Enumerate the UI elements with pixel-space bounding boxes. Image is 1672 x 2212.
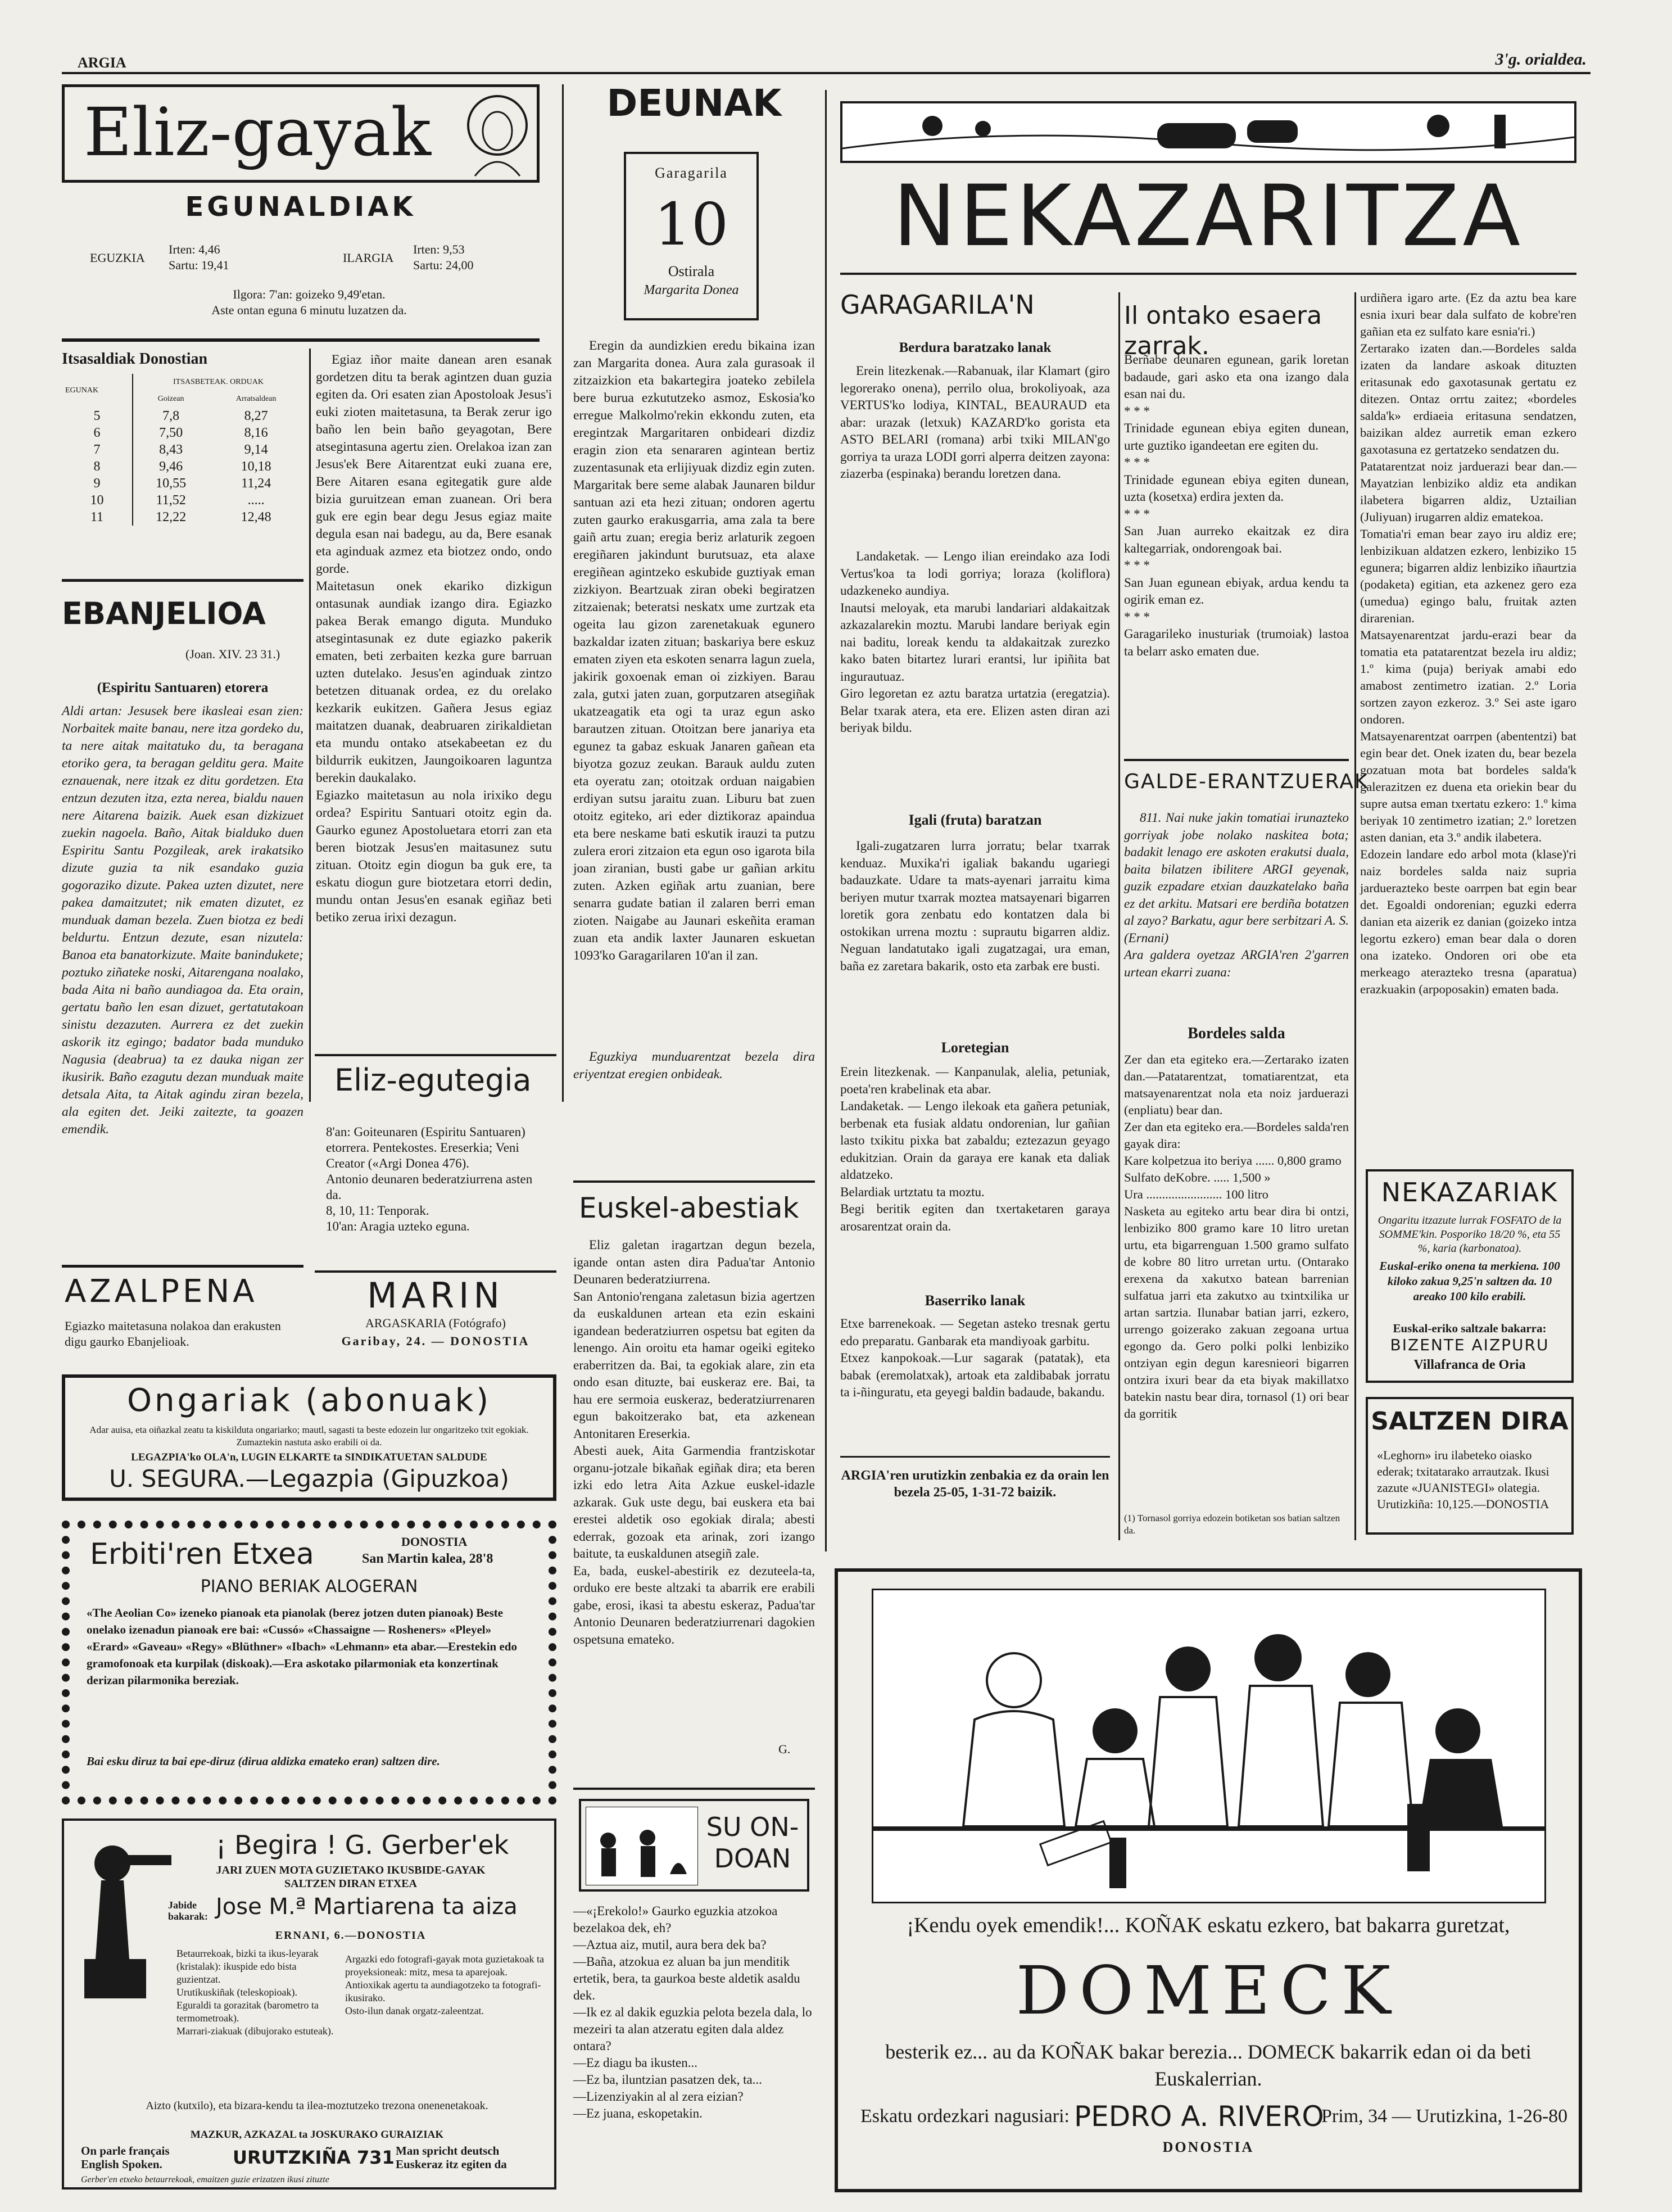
erbiti-sub: PIANO BERIAK ALOGERAN — [200, 1577, 418, 1596]
erbiti-foot: Bai esku diruz ta bai epe-diruz (dirua aldizka emateko eran) saltzen dire. — [87, 1754, 440, 1768]
column-divider — [825, 90, 827, 1551]
table-row: 11 12,22 12,48 — [62, 509, 303, 526]
nekazaritza-title: NEKAZARITZA — [892, 168, 1524, 265]
azalpena-text: Egiazko maitetasuna nolakoa dan erakusten digu gaurko Ebanjelioak. — [65, 1319, 281, 1349]
galde-text: 811. Nai nuke jakin tomatiai irunazteko gorriyak jobe nolako naskitea bota; badakit lenago ere askoten erakutsi duala, baita bilatzen ibilitere ARGI geyenak, guzik ezpadare etxian dauzkatelako baña ez det arkitu. Matsari ere berdiña botatzen al zayo? Barkatu, agur bere serbitzari A. S. (Ernani) Ara galdera oyetzaz ARGIA'ren 2'garren urtean ekarri zuana: — [1124, 811, 1349, 979]
ebanjelioa-sub: (Espiritu Santuaren) etorera — [97, 680, 269, 695]
domeck-line3-pre: Eskatu ordezkari nagusiari: — [860, 2106, 1070, 2127]
calendar-month: Garagarila — [655, 165, 728, 181]
ebanjelioa-ref: (Joan. XIV. 23 31.) — [185, 647, 280, 661]
domeck-ad — [835, 1568, 1582, 2192]
eguzkia-times: Irten: 4,46 Sartu: 19,41 — [169, 242, 229, 272]
ongariak-line3: U. SEGURA.—Legazpia (Gipuzkoa) — [109, 1465, 509, 1492]
baserri-text: Etxe barrenekoak. — Segetan asteko tresnak gertu edo preparatu. Ganbarak eta mandiyoak garbitu. Etxez kanpokoak.—Lur sagarak (patatak), eta babak (eremolatxak), artoak eta zaldibabak jorratu ta i-ñinguratu, eta geyegi baldin badaude, bakandu. — [840, 1317, 1110, 1399]
esaera-heading: Il ontako esaera zarrak. — [1124, 301, 1322, 360]
erbiti-ad — [62, 1521, 556, 1804]
eliz-gayak-title: Eliz-gayak — [84, 93, 432, 171]
ebanjelioa-text: Aldi artan: Jesusek bere ikasleai esan zien: Norbaitek maite banau, nere itza gordeko du, ta nere aitak maitatuko du, ta beragana etoriko gera, ta beragan gelditu gera. Maite eznauenak, nere itzak ez ditu gordetzen. Eta entzun dezuten itza, ezta nerea, bialdu nauen nere Aitarena baizik. Auek esan dizkizuet zuekin nagoela. Baño, Aitak bialduko duen Espiritu Santu Pozgileak, arek irakatsiko dizute guzia ta nik esandako guzia gogoraziko dizute. Pakea uzten dizutet, nere pakea damaitzutet; nik ematen dizutet, ez munduak daman bezela. Zuen biotza ez bedi beldurtu. Entzun dezute, esan nizutela: Banoa eta banatorkizute. Maite banindukete; poztuko ziñateke noski, Aitarengana noalako, bada Aita ni baño aundiagoa da. Eta orain, gertatu baño len esan dizuet, gertatutakoan sinistu dezazuten. Aurrera ez det zuekin askorik itz egingo; badator bada munduko Nagusia (deabrua) ta ez dauka nigan zer ikusirik. Baño ezagutu dezan munduak maite detsala Aita, ta Aitak agindu ziran bezela, ala egiten det. Jeiki zaitezte, ta goazen emendik. — [62, 704, 303, 1137]
column-divider — [1118, 292, 1120, 1540]
saltzen-text: «Leghorn» iru ilabeteko oiasko ederak; txitatarako arrautzak. Ikusi zazute «JUANISTEGI» olategia. Urutizkiña: 10,125.—DONOSTIA — [1377, 1448, 1549, 1511]
domeck-city: DONOSTIA — [1162, 2139, 1254, 2155]
argia-phone-note: ARGIA'ren urutizkin zenbakia ez da orain len bezela 25-05, 1-31-72 baizik. — [841, 1468, 1109, 1500]
nekazariak-ad — [1366, 1169, 1574, 1383]
marin-sub: ARGASKARIA (Fotógrafo) — [365, 1316, 506, 1330]
nekazariak-text: Ongaritu itzazute lurrak FOSFATO de la SOMME'kin. Posporiko 18/20 %, eta 55 %, karia (karbonatoa). — [1378, 1214, 1562, 1255]
calendar-day: 10 — [654, 190, 729, 259]
column-divider — [1354, 292, 1356, 1540]
bordeles-heading: Bordeles salda — [1188, 1025, 1285, 1042]
eguzkia-label: EGUZKIA — [90, 251, 145, 265]
domeck-brand: DOMECK — [1016, 1952, 1401, 2029]
page-header-left: ARGIA — [78, 55, 126, 71]
gerber-ad — [62, 1819, 556, 2190]
nekazariak-seller: BIZENTE AIZPURU — [1390, 1336, 1549, 1354]
marin-logo: MARIN — [367, 1275, 504, 1316]
berdura-heading: Berdura baratzako lanak — [899, 340, 1052, 355]
calendar-box — [624, 152, 759, 320]
esaera-text: Berñabe deunaren egunean, garik loretan badaude, gari asko eta ona izango dala esan nai du. * * * Trinidade egunean ebiya egiten dunean, urte guztiko igandeetan ere egiten du. * * * Trinidade egunean ebiya egiten dunean, uzta (kosetxa) erdira jexten da. * * * San Juan aurreko ekaitzak ez dira kaltegarriak, ondorengoak bai. * * * San Juan egunean ebiyak, ardua kendu ta ogirik eman ez. * * * Garagarileko inusturiak (trumoiak) lastoa ta belarr asko ematen due. — [1124, 352, 1349, 658]
saint-portrait-icon — [458, 92, 537, 179]
calendar-weekday: Ostirala — [668, 263, 715, 279]
domeck-line1: ¡Kendu oyek emendik!... KOÑAK eskatu ezkero, bat bakarra guretzat, — [907, 1914, 1510, 1937]
loretegian-text: Erein litezkenak. — Kanpanulak, alelia, petuniak, poeta'ren krabelinak eta abar. Landaketak. — Lengo ilekoak eta gañera petuniak, berbenak eta fusiak aldatu ondorenian, lur gañian lasto txikitu pixka bat zabaldu; eztezazun geyago edukitzian. Orain da garaya ere kanak eta daliak aldatzeko. Belardiak urtztatu ta moztu. Begi beritik egiten dan txertaketaren garaya arosarentzat orain da. — [840, 1065, 1110, 1233]
table-row: 6 7,50 8,16 — [62, 424, 303, 441]
su-ondoan-text: —«¡Erekolo!» Gaurko eguzkia atzokoa bezelakoa dek, eh? —Aztua aiz, mutil, aura bera dek ba? —Baña, atzokua ez aluan ba jun menditik ertetik, bera, ta gaurkoa beste aldetik asaldu dek. —Ik ez al dakik eguzkia pelota bezela dala, lo mezeiri ta alan atzeratu egiten dala aldez ontara? —Ez diagu ba ikusten... —Ez ba, iluntzian pasatzen dek, ta... —Lizenziyakin al al zera eizian? —Ez juana, eskopetakin. — [573, 1904, 812, 2120]
gerber-phone: URUTZKIÑA 731 — [233, 2147, 395, 2168]
gerber-foot-last: Gerber'en etxeko betaurrekoak, emaitzen guzie erizatzen ikusi zituzte — [81, 2175, 329, 2184]
eliz-gayak-banner — [62, 84, 540, 183]
eliz-egutegia-text: 8'an: Goiteunaren (Espiritu Santuaren) etorrera. Pentekostes. Ereserkia; Veni Creator («Argi Donea 476). Antonio deunaren bederatziurrena asten da. 8, 10, 11: Tenporak. 10'an: Aragia uzteko eguna. — [326, 1125, 533, 1233]
gerber-right: Argazki edo fotografi-gayak mota guzietakoak ta proyeksioneak: mitz, mesa ta aparejoak. Antioxikak agertu ta aundiagotzeko ta fotografi-ikusirako. Osto-ilun danak orgatz-zaleentzat. — [345, 1953, 545, 2016]
table-row: 7 8,43 9,14 — [62, 441, 303, 458]
farm-scene-icon — [842, 103, 1574, 161]
su-ondoan-title: SU ON-DOAN — [706, 1812, 799, 1874]
domeck-line3-post: Prim, 34 — Urutizkina, 1-26-80 — [1321, 2106, 1568, 2127]
page-header-right: 3'g. orialdea. — [1495, 50, 1587, 69]
azalpena-heading: AZALPENA — [65, 1273, 258, 1310]
erbiti-title: Erbiti'ren Etxea — [90, 1537, 314, 1571]
ongariak-title: Ongariak (abonuak) — [126, 1382, 492, 1419]
fireside-scene-icon — [586, 1807, 698, 1885]
table-row: 8 9,46 10,18 — [62, 458, 303, 475]
gerber-owner: Jose M.ª Martiarena ta aiza — [216, 1894, 518, 1920]
marin-address: Garibay, 24. — DONOSTIA — [341, 1334, 530, 1348]
igali-heading: Igali (fruta) baratzan — [908, 812, 1042, 828]
col2-article — [316, 351, 552, 926]
erbiti-text: «The Aeolian Co» izeneko pianoak eta pianolak (berez jotzen duten pianoak) Beste onelako izenadun pianoak ere bai: «Cussó» «Chassaigne — Rosheners» «Pleyel» «Erard» «Gaveau» «Regy» «Blüthner» «Ibach» «Lehmann» eta abar.—Erestekin edo gramofonoak eta kurpilak (diskoak).—Era askotako pilarmoniak eta konzertinak derizan pilarmonika bereziak. — [87, 1606, 517, 1687]
tide-table: EGUNAK ITSASBETEAK. ORDUAK Goizean Arratsaldean 5 7,8 8,27 6 7,50 8,16 7 8,43 9,14 8 9,46 10,18 9 10,55 11,24 10 11,52 ..... 11 12,22 12,48 — [62, 374, 303, 526]
erbiti-street: San Martin kalea, 28'8 — [362, 1551, 493, 1566]
abestiak-heading: Euskel-abestiak — [579, 1192, 799, 1224]
gerber-title: ¡ Begira ! G. Gerber'ek — [216, 1830, 509, 1860]
gerber-city: ERNANI, 6.—DONOSTIA — [275, 1929, 427, 1942]
bordeles-text: Zer dan eta egiteko era.—Zertarako izaten dan.—Patatarentzat, tomatiarentzat, eta matsayenarentzat nola eta noiz jarduerazi (enpliatu) bear dan. Zer dan eta egiteko era.—Bordeles salda'ren gayak dira: Kare kolpetzua ito beriya ...... 0,800 gramo Sulfato deKobre. ..... 1,500 » Ura ........................ 100 litro Nasketa au egiteko artu bear dira bi ontzi, lenbiziko 800 gramo kare 10 litro uretan urtu, eta bigarrenguan 1.500 gramo sulfato de kobre 80 litro urretan urtu. (Ontarako erexena da xakutxo batean barrenian sulfatua jarri eta zakutxo au txintxilika ur artan sartzia. Ilunabar batian jarri, ezkero, urrengo goizerako zakuan zegoana urtua egongo da. Gero polki polki lenbiziko ontziyan egin degun karesnieori bigarren ontzira ixuri bear da eta biyak makillatxo batekin nastu bear dira, tornasol (1) ori bear da gorritik — [1124, 1052, 1349, 1421]
domeck-agent: PEDRO A. RIVERO — [1074, 2100, 1324, 2133]
gerber-sub: JARI ZUEN MOTA GUZIETAKO IKUSBIDE-GAYAK SALTZEN DIRAN ETXEA — [216, 1864, 486, 1890]
domeck-line2: besterik ez... au da KOÑAK bakar berezia... DOMECK bakarrik edan oi da beti Euskalerrian. — [885, 2041, 1531, 2090]
ongariak-ad — [62, 1374, 556, 1501]
baserri-heading: Baserriko lanak — [925, 1292, 1026, 1309]
abestiak-text: Eliz galetan iragartzan degun bezela, igande ontan asten dira Padua'tar Antonio Deunaren bederatziurrena. San Antonio'rengana zaletasun bizia agertzen da euskaldunen artean eta ezin eskaini igandean bederatziurren ospetsu bat egiten da lenengo. Ain oroitu eta hamar ogeiki egiteko eraberritzen da. Bai, ta egokiak alare, zin eta ondo esan dituzte, bai euskeraz ere. Bai, ta hau ere sermoia euskeraz, bederatziurrenaren egun bakoitzerako bat, eta azkenean Antonitaren Ereserkia. Abesti auek, Aita Garmendia frantziskotar organu-jotzale bikañak egiñak dira; eta beren izki edo letra Aita Azkue euskel-idazle azkarak. Guk uste degu, bai euskera eta bai erestei aldetik oso egokiak dirala; abesti ederrak, gozoak eta arinak, zori izango baitute, ta euskaldunen atsegiñ zale. Ea, bada, euskel-abestirik ez dezuteela-ta, orduko ere beste altzaki ta abarrik ere erabili gabe, erosi, ikasi ta abestu eskeraz, Padua'tar Antonio Deunaren bederatziurrenari dagokien ospetsuna emateko. — [573, 1238, 815, 1646]
column-divider — [562, 84, 564, 1102]
eliz-egutegia-heading: Eliz-egutegia — [334, 1062, 532, 1098]
ilargia-times: Irten: 9,53 Sartu: 24,00 — [413, 242, 474, 272]
man-with-telescope-icon — [67, 1824, 174, 2010]
su-ondoan-box — [579, 1799, 809, 1892]
deunak-heading: DEUNAK — [606, 82, 782, 125]
nekazariak-text2: Euskal-eriko onena ta merkiena. 100 kiloko zakua 9,25'n saltzen da. 10 areako 100 kilo erabili. — [1379, 1259, 1560, 1303]
ongariak-line2: LEGAZPIA'ko OLA'n, LUGIN ELKARTE ta SINDIKATUETAN SALDUDE — [131, 1451, 487, 1463]
saltzen-ad — [1366, 1397, 1574, 1535]
footnote: (1) Tornasol gorriya edozein botiketan sos batian saltzen da. — [1124, 1513, 1340, 1536]
igali-text: Igali-zugatzaren lurra jorratu; belar txarrak kenduaz. Muxika'ri igaliak bakandu ugariegi badauzkate. Udare ta mats-ayenari jarraitu kima beriyen mutur txarrak moztea matsayenari bigarren loretik gora zenbatu edo kontatzen dala bi ostokikan urrena moztu : suprautu bigarren aldiz. Neguan landatutako igali zugatzagai, ura eman, baña ez zaretara bakarik, osto eta zarbak ere busti. — [840, 839, 1110, 973]
nekazariak-title: NEKAZARIAK — [1381, 1177, 1558, 1207]
gerber-mid: Aizto (kutxilo), eta bizara-kendu ta ilea-moztutzeko trezona onenenetakoak. — [146, 2100, 488, 2112]
table-row: 5 7,8 8,27 — [62, 408, 303, 424]
month-heading: GARAGARILA'N — [840, 289, 1035, 320]
abestiak-signature: G. — [778, 1742, 791, 1756]
nekazariak-text3: Euskal-eriko saltzale bakarra: — [1393, 1322, 1547, 1335]
gerber-left: Betaurrekoak, bizki ta ikus-leyarak (kristalak): ikuspide edo bista guzientzat. Urutikuskiñak (teleskopioak). Eguraldi ta gorazitak (barometro ta termometroak). Marrari-ziakuak (dibujorako estuteak). — [176, 1948, 334, 2037]
egunaldiak-notes: Ilgora: 7'an: goizeko 9,49'etan. Aste ontan eguna 6 minutu luzatzen da. — [211, 287, 407, 317]
gerber-foot-left: On parle français English Spoken. — [81, 2144, 170, 2171]
galde-heading: GALDE-ERANTZUERAK — [1124, 770, 1369, 793]
gerber-jabe-label: Jabide bakarak: — [168, 1899, 209, 1922]
domeck-illustration — [872, 1589, 1546, 1903]
bordeles-continued: urdiñera igaro arte. (Ez da aztu bea kare esnia ixuri bear dala sulfato de kobre'ren gañian eta ez sulfato kare esnia'ri.) Zertarako izaten dan.—Bordeles salda izaten da landare askoak dituzten eritasunak edo gaxotasunak gertatu ez ditezen. Ontaz orrtu zaitez; «bordeles salda'k» erdiaeia eritasuna sendatzen, baizikan aldez aurretik eman ezkero gaxotasuna ez gertatzeko sendatzen du. Patatarentzat noiz jarduerazi bear dan.—Mayatzian lenbiziko aldiz eta andikan ilabetera bigarren aldiz, Uztailian (Juliyuan) irugarren aldiz ematekoa. Tomatia'ri eman bear zayo iru aldiz ere; lenbizikuan aldatzen ezkero, lenbiziko 15 egunera; bigarren aldiz lenbiziko iñaurtzia (podaketa) egitian, eta azkenez gero eza (umedua) egingo balu, fruitak azten dirarenian. Matsayenarentzat jardu-erazi bear da tomatia eta patatarentzat bezela iru aldiz; 1.º kima (puja) beriyak amabi edo amabost zentimetro izatian. 2.º Loria sortzen zayon ezkeroz. 3.º Sei aste igaro ondoren. Matsayenarentzat oarrpen (abententzi) bat egin bear det. Onek izaten du, bear bezela gozatuan mota bat bordeles salda'k galerazitzen ez duena eta oriekin bear du supre autsa eman txertatu ezkero: 1.º kima beriyak 10 zentimetro izatian; 2.º loretzen asten danian, eta 3.º andik ilabetera. Edozein landare edo arbol mota (klase)'ri naiz bordeles salda naiz supria jarduerazteko beste oarrpen bat egin bear det. Egoaldi ondorenian; eguzki ederra danian eta aizerik ez danian (goizeko intza legortu ezkero) eman bear dala o doren ona izateko. Ondoren ori obe eta merkeago aterazteko tresna (aparatua) erazkuakin (arpoposakin) ematen bada. — [1360, 291, 1576, 996]
saltzen-title: SALTZEN DIRA — [1371, 1407, 1569, 1436]
nekazariak-place: Villafranca de Oria — [1413, 1358, 1526, 1372]
loretegian-heading: Loretegian — [941, 1039, 1009, 1056]
landaketak-text: Landaketak. — Lengo ilian ereindako aza Iodi Vertus'koa ta lodi gorriya; loraza (koliflora) udazkeneko aundiya. Inautsi meloyak, eta marubi landariari aldakaitzak azkazalarekin moztu. Marubi landare beriyak egin nai baditu, loreak kendu ta aldakaitzak zurezko kako baten bitartez lurari erantsi, lur ipiñita bat ingurautuaz. Giro legoretan ez aztu baratza urtatzia (eregatzia). Belar txarak atera, eta ere. Elizen asten diran azi beriyak bildu. — [840, 549, 1110, 735]
egunaldiak-heading: EGUNALDIAK — [185, 191, 416, 223]
header-rule — [62, 72, 1591, 74]
table-row: 9 10,55 11,24 — [62, 475, 303, 492]
deunak-text: Eregin da aundizkien eredu bikaina izan zan Margarita donea. Aura zala gurasoak il zitzaizkion eta bakartegira joateko zebilela bere burua ezkututzeko asmoz, Eskosia'ko erregue Malkolmo'rekin ekkondu zuten, eta eregintzak Margaritaren onbideari dizdiz eragin zion eta senararen agintean bertiz zuzentasunak eta erlijiyuak dizdiz egin zuten. Margaritak bere seme alabak Jaunaren bildur santuan azi eta hezi zituan; ondoren agertu zuten gaurko erakusgarria, ama zala ta bere gaiñ artu zuan; eregia beriz arlaturik zegoen eregiñaren jakindunt burutsuaz, eta alaxe eregiñean agintzeko eskubide guztiyak eman zizkiyon. Beartzuak ziran obeki begiratzen zitzaienak; beteratsi neskatx ume zurtzak eta ogeita lau gizon zarenetakuak egunero bazkaldar izaten zituan; baskariya bere eskuz ematen ziyen eta eskoten senarra lagun zuela, jakirik goxoenak eman oi zizkiyen. Barau zala, gutxi jaten zuan, gorputzaren atsegiñak ukatzeagatik eta ogi ta uraz egun asko barautzen zituan. Otoitzan bere janariya eta egunez ta gabaz eskuak Janaren gañean eta biyotza gozuz zeukan. Barauk auldu zuten eta oyeratu zan; otoitzak orduan naigabien erdiyan sutsu jaraitu zuan. Liburu bat zuen otoitz egiteko, ari eder diztikoraz apaindua eta bere neskame bati eskutik irauzi ta putzu zulera erori zitzaion eta egun oso igarota bila joan ziranian, busti gabe ur gañian arkitu zuten. Azken egiñak artu zuanian, bere senarra gudate batian il zalaren berri eman zioten. Naigabe au Jaunari eskeñita eraman zuan eta andik laxter Jaunaren eskuetan 1093'ko Garagarilaren 10'an il zan. — [573, 338, 815, 963]
gerber-foot-right: Man spricht deutsch Euskeraz itz egiten da — [396, 2144, 507, 2171]
men-drinking-illustration-icon — [873, 1590, 1544, 1902]
calendar-saint: Margarita Donea — [644, 283, 739, 297]
erbiti-city: DONOSTIA — [401, 1535, 468, 1549]
ebanjelioa-heading: EBANJELIOA — [62, 596, 266, 631]
col2-article-text: Egiaz iñor maite danean aren esanak gordetzen ditu ta berak agintzen duan guzia egiten da. Ori esaten zian Apostoloak Jesus'i euki zioten maitetasuna, ta Berak zerur igo baño len bein baño geyagotan, Bere atsegintasuna agertu zien. Orelakoa izan zan Jesus'ek Bere Aitarentzat euki zuana ere, Bere Aitaren esana egitegatik gure alde bizia guruitzean eman zuanean. Ori bera guk ere egin bear degu Jesus egiaz maite degula esan nai badegu, au da, Bere esanak eta aginduak azmez eta biotzez ondo, ondo gorde. Maitetasun onek ekariko dizkigun ontasunak aundiak izango dira. Egiazko pakea Berak emango diguta. Munduko atsegintasunak ez dute egiazko pakerik ematen, beti zerbaiten kezka gure barruan uzten dutelako. Jesus'en aginduak zintzo betetzen dituanak ordea, ez du orelako kezkarik eukitzen. Gañera Jesus egiaz maitatzen duanak, deabruaren zirikaldietan eta mundu ontako atsekabeetan ez du bildurrik eukitzen, Jaungoikoaren laguntza berekin daukalako. Egiazko maitetasun au nola irixiko degu ordea? Espiritu Santuari otoitz egin da. Gaurko egunez Apostoluetara etorri zan eta beren biotzak Jesus'en maitasunez sutu zituan. Otoitz egin diogun ba guk ere, ta eskatu diogun gure biotzetara etorri dedin, mundu ontan Jesus'en esanak egiñaz beti betiko zerua irixi dezagun. — [316, 352, 552, 925]
ongariak-text: Adar auisa, eta oiñazkal zeatu ta kiskilduta ongariarko; mautl, sagasti ta beste edozein lur ongaritzeko txit egokiak. Zumaztekin nastuta asko erabili oi da. — [89, 1424, 529, 1447]
gerber-mid2: MAZKUR, AZKAZAL ta JOSKURAKO GURAIZIAK — [190, 2129, 444, 2141]
ilargia-label: ILARGIA — [343, 251, 394, 265]
berdura-text: Erein litezkenak.—Rabanuak, ilar Klamart (giro legorerako onena), perrilo olua, brokoliyoak, aza VERTUS'ko lodiya, KINTAL, BEAURAUD eta abar: urazak (letxuk) KAZARD'ko gorista eta ASTO BELARI (romana) arbi txiki MILAN'go gorriya ta uraza LODI gorri alperra deitzen zayona: ziazerba (espinaka) berandu loretzen dana. — [840, 364, 1110, 481]
tide-title: Itsasaldiak Donostian — [62, 350, 208, 368]
table-row: 10 11,52 ..... — [62, 492, 303, 509]
deunak-foot: Eguzkiya munduarentzat bezela dira eriyentzat eregien onbideak. — [573, 1050, 815, 1082]
farm-scene-banner — [840, 101, 1576, 163]
